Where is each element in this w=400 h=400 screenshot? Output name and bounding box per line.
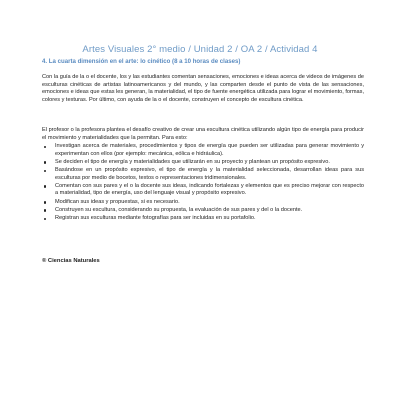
step-text: Modifican sus ideas y propuestas, si es necesario. [55,198,180,205]
step-text: Comentan con sus pares y el o la docente sus ideas, indicando fortalezas y elementos que es preciso mejorar con respecto a materialidad, tipo de energía, uso del lenguaje visual y propósito expresivo. [55,182,364,197]
list-item [42,167,364,182]
list-item [42,215,364,223]
challenge-paragraph: El profesor o la profesora plantea el desafío creativo de crear una escultura cinética utilizando algún tipo de energía para producir el movimiento y materialidades que la permitan. Para esto: [42,127,364,141]
step-text: Basándose en un propósito expresivo, el tipo de energía y la materialidad seleccionada, desarrollan ideas para sus esculturas por medio de bocetos, textos o representaciones tridimensionales. [55,166,364,181]
step-text: Se deciden el tipo de energía y materialidades que utilizarán en su proyecto y plantean un propósito expresivo. [55,158,330,165]
list-item [42,199,364,207]
steps-list [42,143,364,223]
step-text: Investigan acerca de materiales, procedimientos y tipos de energía que pueden ser utilizadas para generar movimiento y experimentan con ellos (por ejemplo: mecánica, eólica e hidráulica). [55,143,364,157]
page-title: Artes Visuales 2° medio / Unidad 2 / OA 2 / Actividad 4 [82,44,318,55]
bullet-icon [44,209,46,211]
activity-subtitle: 4. La cuarta dimensión en el arte: lo cinético (8 a 10 horas de clases) [42,58,241,65]
subject-connection-label: ® Ciencias Naturales [42,258,100,264]
list-item [42,143,364,158]
bullet-icon [44,146,46,148]
bullet-icon [44,161,46,163]
bullet-icon [44,201,46,203]
step-text: Registran sus esculturas mediante fotografías para ser incluidas en su portafolio. [55,214,256,221]
list-item [42,183,364,198]
list-item [42,159,364,167]
bullet-icon [44,218,46,220]
bullet-icon [44,185,46,187]
intro-paragraph: Con la guía de la o el docente, los y las estudiantes comentan sensaciones, emociones e ideas acerca de videos de imágenes de esculturas cinéticas de artistas latinoamericanos y del mundo, y las comparten desde el punto de vista de las sensaciones, emociones e ideas que estas les generan, la materialidad, el tipo de fuente energética utilizada para lograr el movimiento, formas, colores y texturas. Por último, con ayuda de la o el docente, construyen el concepto de escultura cinética. [42,74,364,103]
step-text: Construyen su escultura, considerando su propuesta, la evaluación de sus pares y del o la docente. [55,206,303,213]
list-item [42,207,364,215]
bullet-icon [44,170,46,172]
